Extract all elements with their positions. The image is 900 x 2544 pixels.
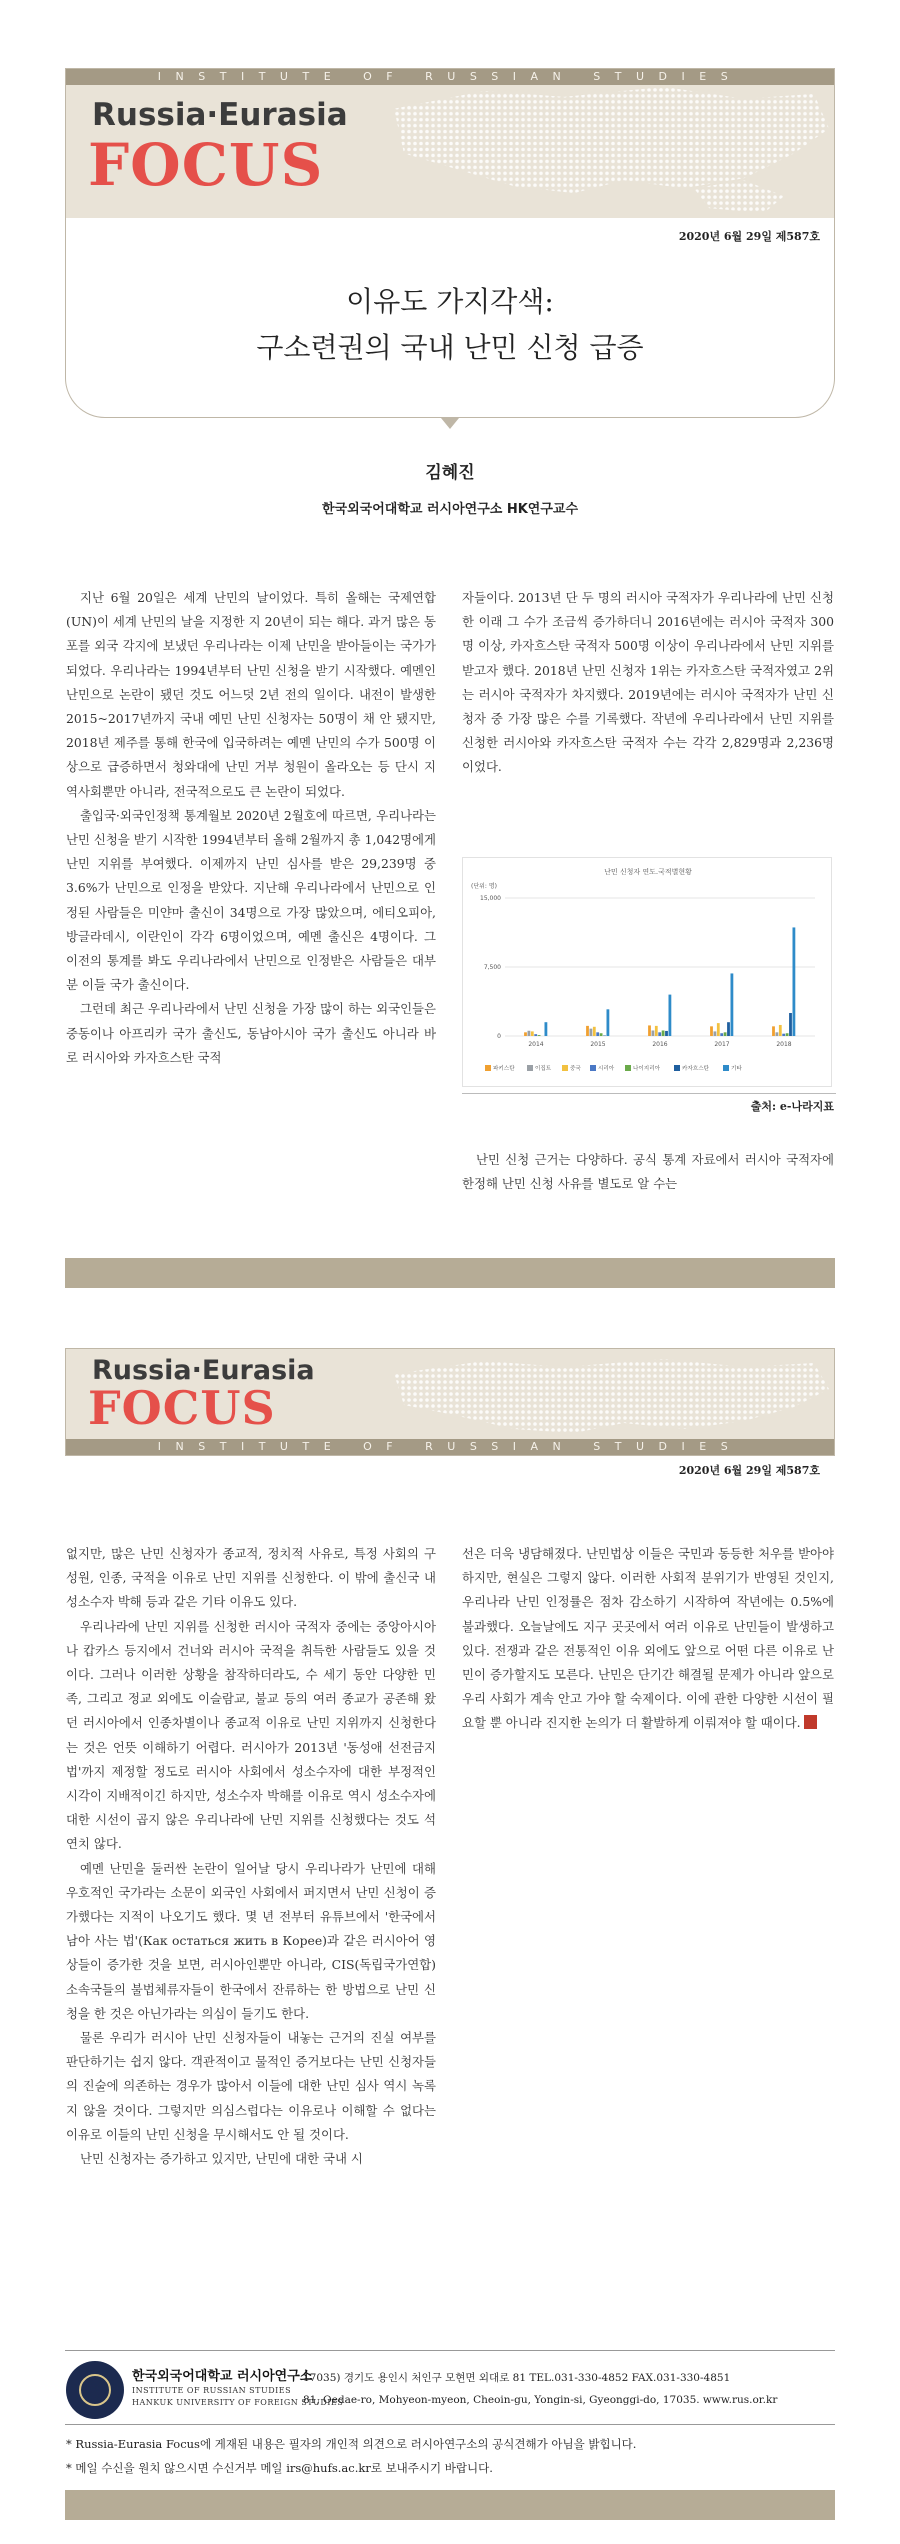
world-map-dots-graphic [364, 69, 834, 218]
masthead-banner-page2 [65, 1348, 835, 1456]
footer-rule-bottom [65, 2424, 835, 2425]
chart-bar [655, 1026, 658, 1036]
page2-footer-bar [65, 2490, 835, 2520]
chart-bar [776, 1032, 779, 1036]
x-tick-label: 2014 [528, 1041, 544, 1048]
chart-bar [658, 1032, 661, 1036]
chart-bar [545, 1022, 548, 1036]
legend-label: 기타 [731, 1066, 742, 1072]
title-pointer [441, 418, 459, 429]
chart-separator [462, 1093, 836, 1094]
closing-text: 선은 더욱 냉담해졌다. 난민법상 이들은 국민과 동등한 처우를 받아야 하지만, 현실은 그렇지 않다. 이러한 사회적 분위기가 반영된 것인지, 우리나라 난민 인정률은 점차 감소하기 시작하여 작년에는 0.5%에 불과했다. 오늘날에도 지구 곳곳에서 여러 이유로 난민들이 발생하고 있다. 전쟁과 같은 전통적인 이유 외에도 앞으로 어떤 다른 이유로 난민이 증가할지도 모른다. 난민은 단기간 해결될 문제가 아니라 앞으로 우리 사회가 계속 안고 가야 할 숙제이다. 이에 관한 다양한 시선이 필요할 뿐 아니라 진지한 논의가 더 활발하게 이뤄져야 할 때이다. [462, 1546, 834, 1731]
page2-right-column [462, 1542, 834, 1736]
masthead-banner [65, 68, 835, 218]
chart-bar [793, 927, 796, 1036]
legend-swatch [723, 1065, 729, 1071]
legend-label: 시리아 [598, 1066, 615, 1072]
issue-date: 2020년 6월 29일 제587호 [678, 1464, 820, 1477]
unsubscribe-note: * 메일 수신을 원치 않으시면 수신거부 메일 irs@hufs.ac.kr로 보내주시기 바랍니다. [66, 2461, 493, 2475]
x-tick-label: 2018 [776, 1041, 792, 1048]
institute-name-en: INSTITUTE OF RUSSIAN STUDIES [132, 2386, 292, 2395]
legend-label: 카자흐스탄 [682, 1066, 710, 1072]
chart-bar [789, 1013, 792, 1036]
paragraph: 지난 6월 20일은 세계 난민의 날이었다. 특히 올해는 국제연합(UN)이 세계 난민의 날을 지정한 지 20년이 되는 해다. 과거 많은 동포를 외국 각지에 보냈던 우리나라는 이제 난민을 받아들이는 국가가 되었다. 우리나라는 1994년부터 난민 신청을 받기 시작했다. 예멘인 난민으로 논란이 됐던 것도 어느덧 2년 전의 일이다. 내전이 발생한 2015~2017년까지 국내 예민 난민 신청자는 50명이 채 안 됐지만, 2018년 제주를 통해 한국에 입국하려는 예멘 난민의 수가 500명 이상으로 급증하면서 청와대에 난민 거부 청원이 올라오는 등 단시 지역사회뿐만 아니라, 전국적으로도 큰 논란이 되었다. [66, 590, 436, 799]
refugee-chart [462, 857, 832, 1087]
university-name-ko: 한국외국어대학교 러시아연구소 [132, 2369, 313, 2384]
chart-bar [652, 1030, 655, 1036]
page1-left-column [66, 586, 436, 1070]
chart-bar [607, 1009, 610, 1036]
chart-y-unit-label: (단위: 명) [471, 883, 497, 890]
chart-bar [727, 1022, 730, 1036]
x-tick-label: 2017 [714, 1041, 730, 1048]
chart-bar [779, 1025, 782, 1036]
chart-bar [600, 1033, 603, 1036]
brand-focus-title: FOCUS [88, 131, 324, 199]
chart-source: 출처: e-나라지표 [750, 1100, 834, 1113]
paragraph: 없지만, 많은 난민 신청자가 종교적, 정치적 사유로, 특정 사회의 구성원, 인종, 국적을 이유로 난민 지위를 신청한다. 이 밖에 출신국 내 성소수자 박해 등과 같은 기타 이유도 있다. [66, 1546, 436, 1610]
legend-swatch [527, 1065, 533, 1071]
chart-bar [714, 1031, 717, 1036]
chart-bar [665, 1031, 668, 1036]
page1-footer-bar [65, 1258, 835, 1288]
disclaimer-note: * Russia-Eurasia Focus에 게재된 내용은 필자의 개인적 의견으로 러시아연구소의 공식견해가 아님을 밝힙니다. [66, 2437, 637, 2451]
paragraph: 그런데 최근 우리나라에서 난민 신청을 가장 많이 하는 외국인들은 중동이나 아프리카 국가 출신도, 동남아시아 국가 출신도 아니라 바로 러시아와 카자흐스탄 국적 [66, 1001, 436, 1065]
chart-bar [710, 1026, 713, 1036]
page1-right-column-top [462, 586, 834, 780]
chart-bar [662, 1030, 665, 1036]
chart-bar [528, 1031, 531, 1036]
brand-small-title: Russia·Eurasia [92, 1355, 315, 1386]
address-en: 81, Oedae-ro, Mohyeon-myeon, Cheoin-gu, Yongin-si, Gyeonggi-do, 17035. www.rus.or.kr [303, 2394, 778, 2406]
legend-swatch [562, 1065, 568, 1071]
y-tick-label: 15,000 [480, 895, 501, 902]
chart-bar [538, 1035, 541, 1036]
page1-right-column-bottom [462, 1148, 834, 1196]
y-tick-label: 7,500 [483, 964, 501, 971]
chart-bar [717, 1023, 720, 1036]
article-title-line2: 구소련권의 국내 난민 신청 급증 [256, 331, 644, 364]
chart-title: 난민 신청자 연도.국적별현황 [604, 868, 692, 876]
chart-bar [786, 1033, 789, 1036]
x-tick-label: 2015 [590, 1041, 606, 1048]
institute-bar: INSTITUTE OF RUSSIAN STUDIES [66, 1439, 834, 1455]
paragraph: 출입국·외국인정책 통계월보 2020년 2월호에 따르면, 우리나라는 난민 신청을 받기 시작한 1994년부터 올해 2월까지 총 1,042명에게 난민 지위를 부여했다. 이제까지 난민 심사를 받은 29,239명 중 3.6%가 난민으로 인정을 받았다. 지난해 우리나라에서 난민으로 인정된 사람들은 미얀마 출신이 34명으로 가장 많았으며, 에티오피아, 방글라데시, 이란인이 각각 6명이었으며, 예멘 출신은 4명이다. 그 이전의 통계를 봐도 우리나라에서 난민으로 인정받은 사람들은 대부분 이들 국가 출신이다. [66, 807, 436, 993]
issue-date: 2020년 6월 29일 제587호 [678, 230, 820, 243]
chart-bar [593, 1027, 596, 1036]
chart-bar [772, 1026, 775, 1036]
end-mark-icon [804, 1715, 817, 1729]
page2-left-column [66, 1542, 436, 2171]
chart-bar [648, 1025, 651, 1036]
chart-bar [524, 1032, 527, 1036]
legend-swatch [625, 1065, 631, 1071]
address-ko: 17035) 경기도 용인시 처인구 모현면 외대로 81 TEL.031-330-4852 FAX.031-330-4851 [303, 2372, 731, 2384]
paragraph: 예멘 난민을 둘러싼 논란이 일어날 당시 우리나라가 난민에 대해 우호적인 국가라는 소문이 외국인 사회에서 퍼지면서 난민 신청이 증가했다는 지적이 나오기도 했다. 몇 년 전부터 유튜브에서 '한국에서 남아 사는 법'(Как остаться жить в Корее)과 같은 러시아어 영상들이 증가한 것을 보면, 러시아인뿐만 아니라, CIS(독립국가연합) 소속국들의 불법체류자들이 한국에서 잔류하는 한 방법으로 난민 신청을 한 것은 아닌가라는 의심이 들기도 한다. [66, 1860, 436, 2021]
brand-small-title: Russia·Eurasia [92, 97, 348, 133]
chart-bar [669, 995, 672, 1036]
y-tick-label: 0 [497, 1033, 501, 1040]
article-title-line1: 이유도 가지각색: [346, 285, 554, 318]
paragraph: 난민 신청 근거는 다양하다. 공식 통계 자료에서 러시아 국적자에 한정해 난민 신청 사유를 별도로 알 수는 [462, 1152, 834, 1192]
paragraph: 난민 신청자는 증가하고 있지만, 난민에 대한 국내 시 [80, 2151, 363, 2167]
chart-bar [596, 1032, 599, 1036]
world-map-dots-graphic [364, 1349, 834, 1439]
author-name: 김혜진 [425, 463, 475, 483]
author-affiliation: 한국외국어대학교 러시아연구소 HK연구교수 [321, 502, 579, 517]
paragraph: 자들이다. 2013년 단 두 명의 러시아 국적자가 우리나라에 난민 신청한 이래 그 수가 조금씩 증가하더니 2016년에는 러시아 국적자 300명 이상, 카자흐스탄 국적자 500명 이상이 우리나라에서 난민 지위를 받고자 했다. 2018년 난민 신청자 1위는 카자흐스탄 국적자였고 2위는 러시아 국적자가 차지했다. 2019년에는 러시아 국적자가 난민 신청자 중 가장 많은 수를 기록했다. 작년에 우리나라에서 난민 지위를 신청한 러시아와 카자흐스탄 국적자 수는 각각 2,829명과 2,236명이었다. [462, 590, 834, 775]
university-logo-emblem-icon [79, 2374, 111, 2406]
legend-label: 이집트 [535, 1066, 552, 1072]
paragraph: 물론 우리가 러시아 난민 신청자들이 내놓는 근거의 진실 여부를 판단하기는 쉽지 않다. 객관적이고 물적인 증거보다는 난민 신청자들의 진술에 의존하는 경우가 많아서 이들에 대한 난민 심사 역시 녹록지 않을 것이다. 그렇지만 의심스럽다는 이유로나 이해할 수 없다는 이유로 이들의 난민 신청을 무시해서도 안 될 것이다. [66, 2030, 436, 2142]
legend-swatch [674, 1065, 680, 1071]
x-tick-label: 2016 [652, 1041, 668, 1048]
paragraph: 우리나라에 난민 지위를 신청한 러시아 국적자 중에는 중앙아시아나 캅카스 등지에서 건너와 러시아 국적을 취득한 사람들도 있을 것이다. 그러나 이러한 상황을 참작하더라도, 수 세기 동안 다양한 민족, 그리고 정교 외에도 이슬람교, 불교 등의 여러 종교가 공존해 왔던 러시아에서 인종차별이나 종교적 이유로 난민 지위까지 신청한다는 것은 언뜻 이해하기 어렵다. 러시아가 2013년 '동성애 선전금지법'까지 제정할 정도로 러시아 사회에서 성소수자에 대한 부정적인 시각이 지배적이긴 하지만, 성소수자 박해를 이유로 역시 성소수자에 대한 시선이 곱지 않은 우리나라에 난민 지위를 신청했다는 것도 석연치 않다. [66, 1618, 436, 1852]
institute-bar: INSTITUTE OF RUSSIAN STUDIES [66, 69, 834, 85]
chart-svg [463, 858, 833, 1088]
chart-bar [586, 1026, 589, 1036]
chart-bar [731, 973, 734, 1036]
chart-bar [534, 1034, 537, 1036]
university-name-en: HANKUK UNIVERSITY OF FOREIGN STUDIES [132, 2398, 344, 2407]
chart-bar [720, 1033, 723, 1036]
legend-swatch [485, 1065, 491, 1071]
legend-label: 중국 [570, 1066, 581, 1072]
legend-label: 파키스탄 [493, 1066, 515, 1072]
legend-label: 나이지리아 [633, 1066, 661, 1072]
title-box [65, 218, 835, 418]
brand-focus-title: FOCUS [88, 1381, 276, 1435]
chart-bar [724, 1032, 727, 1036]
chart-bar [590, 1029, 593, 1036]
chart-bar [531, 1031, 534, 1036]
legend-swatch [590, 1065, 596, 1071]
footer-rule-top [65, 2350, 835, 2351]
chart-bar [782, 1034, 785, 1036]
paragraph [462, 1542, 834, 1736]
